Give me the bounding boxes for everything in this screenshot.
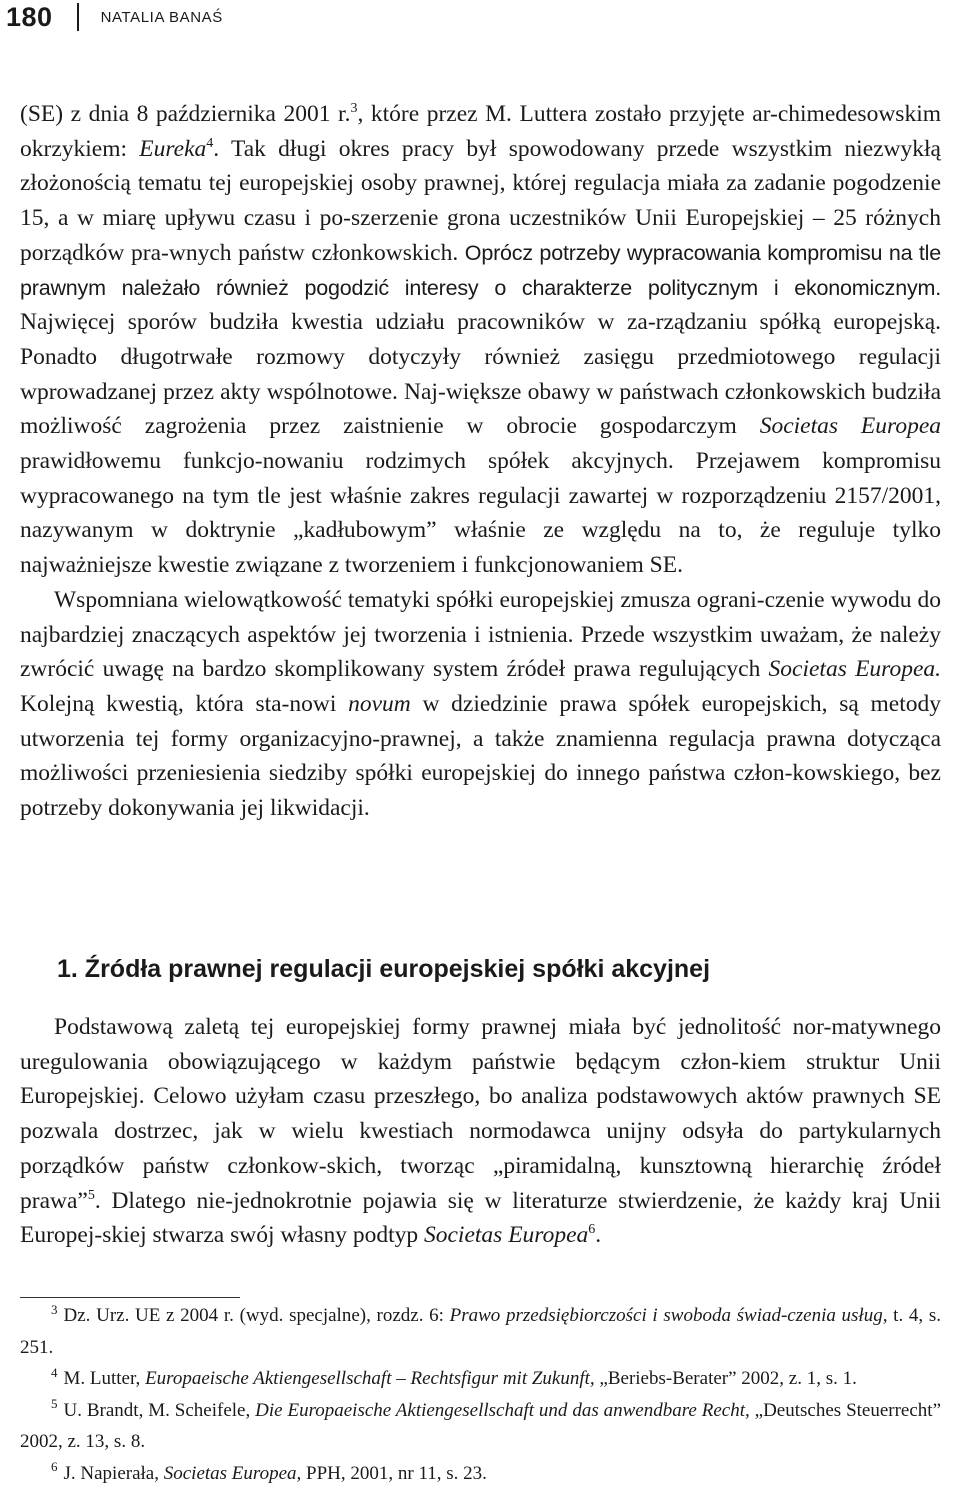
- footnote-3: $^3$ Dz. Urz. UE z 2004 r. (wyd. specjalne), rozdz. 6: Prawo przedsiębiorczości i swoboda świad-czenia usług, t. 4, s. 251.: [20, 1301, 941, 1358]
- running-head: [6, 0, 223, 34]
- paragraph-3: Podstawową zaletą tej europejskiej formy prawnej miała być jednolitość nor-matywnego uregulowania obowiązującego w każdym państwie będącym człon-kiem struktur Unii Europejskiej. Celowo użyłam czasu przeszłego, bo analiza podstawowych aktów prawnych SE pozwala dostrzec, jak w wielu kwestiach normodawca unijny odsyła do partykularnych porządków państw członkow-skich, tworząc „piramidalną, kunsztowną hierarchię źródeł prawa”$^5$. Dlatego nie-jednokrotnie pojawia się w literaturze stwierdzenie, że każdy kraj Unii Europej-skiej stwarza swój własny podtyp Societas Europea$^6$.: [20, 1014, 941, 1249]
- section-heading: 1. Źródła prawnej regulacji europejskiej spółki akcyjnej: [57, 955, 711, 983]
- body-text-bottom: [20, 1010, 941, 1253]
- footnote-rule: [20, 1297, 240, 1298]
- author-name: NATALIA BANAŚ: [100, 8, 223, 26]
- footnote-6: $^6$ J. Napierała, Societas Europea, PPH, 2001, nr 11, s. 23.: [51, 1459, 487, 1484]
- paragraph-2: Wspomniana wielowątkowość tematyki spółki europejskiej zmusza ograni-czenie wywodu do najbardziej znaczących aspektów jej tworzenia i istnienia. Przede wszystkim uważam, że należy zwrócić uwagę na bardzo skomplikowany system źródeł prawa regulujących Societas Europea. Kolejną kwestią, która sta-nowi novum w dziedzinie prawa spółek europejskich, są metody utworzenia tej formy organizacyjno-prawnej, a także znamienna regulacja prawna dotycząca możliwości przeniesienia siedziby spółki europejskiej do innego państwa człon-kowskiego, bez potrzeby dokonywania jej likwidacji.: [20, 586, 941, 822]
- footnote-4: $^4$ M. Lutter, Europaeische Aktiengesellschaft – Rechtsfigur mit Zukunft, „Beriebs-Berater” 2002, z. 1, s. 1.: [51, 1364, 857, 1389]
- footnote-ref-4: 4: [206, 135, 214, 151]
- body-text-top: [20, 97, 941, 826]
- footnote-ref-5: 5: [87, 1187, 95, 1203]
- page-number: 180: [6, 1, 53, 32]
- footnote-ref-3: 3: [350, 101, 358, 117]
- paragraph-1: (SE) z dnia 8 października 2001 r.$^3$, które przez M. Luttera zostało przyjęte ar-chimedesowskim okrzykiem: Eureka$^4$. Tak długi okres pracy był spowodowany przede wszystkim niezwykłą złożonością tematu tej europejskiej osoby prawnej, której regulacja miała za zadanie pogodzenie 15, a w miarę upływu czasu i po-szerzenie grona uczestników Unii Europejskiej – 25 różnych porządków pra-wnych państw członkowskich. Oprócz potrzeby wypracowania kompromisu na tle prawnym należało również pogodzić interesy o charakterze politycznym i ekonomicznym. Najwięcej sporów budziła kwestia udziału pracowników w za-rządzaniu spółką europejską. Ponadto długotrwałe rozmowy dotyczyły również zasięgu przedmiotowego regulacji wprowadzanej przez akty wspólnotowe. Naj-większe obawy w państwach członkowskich budziła możliwość zagrożenia przez zaistnienie w obrocie gospodarczym Societas Europea prawidłowemu funkcjo-nowaniu rodzimych spółek akcyjnych. Przejawem kompromisu wypracowanego na tym tle jest właśnie zakres regulacji zawartej w rozporządzeniu 2157/2001, nazywanym w doktrynie „kadłubowym” właśnie ze względu na to, że reguluje tylko najważniejsze kwestie związane z tworzeniem i funkcjonowaniem SE.: [20, 101, 942, 579]
- header-separator: [77, 3, 79, 31]
- footnote-5: $^5$ U. Brandt, M. Scheifele, Die Europaeische Aktiengesellschaft und das anwendbare Recht, „Deutsches Steuerrecht” 2002, z. 13, s. 8.: [20, 1396, 942, 1452]
- footnote-ref-6: 6: [588, 1222, 596, 1238]
- footnotes: [20, 1300, 941, 1489]
